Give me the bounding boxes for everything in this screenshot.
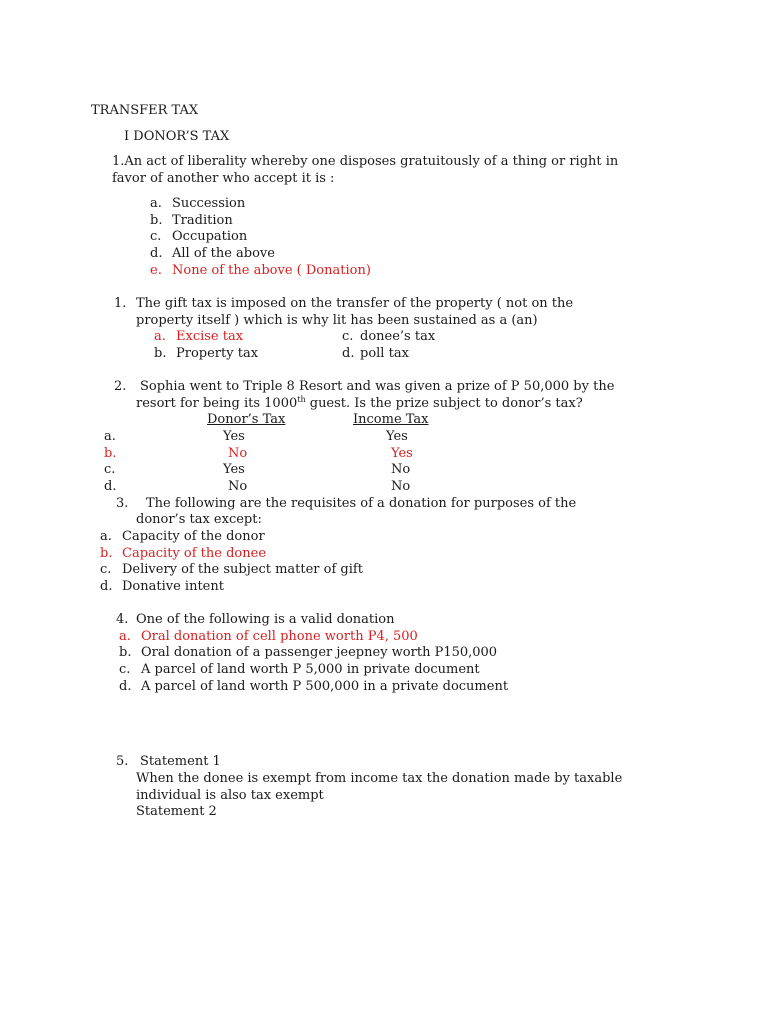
q3-row-b-letter: b.	[104, 446, 117, 461]
q3-row-d-income: No	[391, 479, 411, 494]
q5-option-c: c.	[119, 662, 131, 677]
q3-row-a-letter: a.	[104, 429, 116, 444]
q6-statement2-label: Statement 2	[136, 804, 217, 819]
q2-option-a: a.	[154, 329, 166, 344]
q1-option-c: c.	[150, 229, 162, 244]
q3-row-d-letter: d.	[104, 479, 117, 494]
q2-option-a-text: Excise tax	[176, 329, 244, 344]
q2-option-b: b.	[154, 346, 167, 361]
q4-stem-line1: The following are the requisites of a donation for purposes of the	[146, 496, 577, 511]
q4-option-a-text: Capacity of the donor	[122, 529, 265, 544]
q1-option-d-text: All of the above	[172, 246, 275, 261]
q3-col-donors-tax: Donor’s Tax	[207, 412, 286, 427]
q5-option-d-text: A parcel of land worth P 500,000 in a private document	[141, 679, 509, 694]
q1-option-c-text: Occupation	[172, 229, 248, 244]
ordinal-superscript: th	[297, 395, 306, 404]
q6-statement1-label: Statement 1	[140, 754, 221, 769]
q6-statement1-line2: individual is also tax exempt	[136, 788, 324, 803]
q1-option-e-text: None of the above ( Donation)	[172, 263, 371, 278]
q4-option-a: a.	[100, 529, 112, 544]
q3-stem-line2: resort for being its 1000th guest. Is the prize subject to donor’s tax?	[136, 395, 583, 411]
q1-option-a: a.	[150, 196, 162, 211]
section-heading: I DONOR’S TAX	[124, 129, 230, 144]
document-title: TRANSFER TAX	[91, 103, 199, 118]
q5-option-b: b.	[119, 645, 132, 660]
q1-stem-line2: favor of another who accept it is :	[112, 171, 335, 186]
q1-option-b-text: Tradition	[172, 213, 233, 228]
q4-number: 3.	[116, 496, 129, 511]
q6-statement1-line1: When the donee is exempt from income tax the donation made by taxable	[136, 771, 623, 786]
q5-option-a-text: Oral donation of cell phone worth P4, 500	[141, 629, 418, 644]
q5-stem: One of the following is a valid donation	[136, 612, 395, 627]
q1-option-a-text: Succession	[172, 196, 246, 211]
q2-option-d: d.	[342, 346, 355, 361]
q3-row-c-letter: c.	[104, 462, 116, 477]
q4-option-b-text: Capacity of the donee	[122, 546, 267, 561]
q1-stem-line1: 1.An act of liberality whereby one disposes gratuitously of a thing or right in	[112, 154, 619, 169]
q2-option-c-text: donee’s tax	[360, 329, 436, 344]
q2-stem-line1: The gift tax is imposed on the transfer of the property ( not on the	[136, 296, 574, 311]
q3-row-a-income: Yes	[386, 429, 408, 444]
q5-option-c-text: A parcel of land worth P 5,000 in private document	[141, 662, 480, 677]
q4-option-c-text: Delivery of the subject matter of gift	[122, 562, 363, 577]
q4-stem-line2: donor’s tax except:	[136, 512, 262, 527]
q4-option-d-text: Donative intent	[122, 579, 224, 594]
q2-option-b-text: Property tax	[176, 346, 259, 361]
q4-option-d: d.	[100, 579, 113, 594]
q3-row-b-donor: No	[228, 446, 248, 461]
q6-number: 5.	[116, 754, 129, 769]
q4-option-c: c.	[100, 562, 112, 577]
q3-row-a-donor: Yes	[223, 429, 245, 444]
q3-row-c-income: No	[391, 462, 411, 477]
q3-row-b-income: Yes	[391, 446, 413, 461]
q1-option-b: b.	[150, 213, 163, 228]
q2-option-c: c.	[342, 329, 354, 344]
q1-option-e: e.	[150, 263, 162, 278]
q3-stem-line1: Sophia went to Triple 8 Resort and was given a prize of P 50,000 by the	[140, 379, 615, 394]
q5-option-b-text: Oral donation of a passenger jeepney worth P150,000	[141, 645, 498, 660]
q3-col-income-tax: Income Tax	[353, 412, 429, 427]
q2-number: 1.	[114, 296, 127, 311]
q4-option-b: b.	[100, 546, 113, 561]
q3-number: 2.	[114, 379, 127, 394]
q2-stem-line2: property itself ) which is why lit has been sustained as a (an)	[136, 313, 538, 328]
q5-number: 4.	[116, 612, 129, 627]
q1-option-d: d.	[150, 246, 163, 261]
q2-option-d-text: poll tax	[360, 346, 409, 361]
q3-row-d-donor: No	[228, 479, 248, 494]
q3-row-c-donor: Yes	[223, 462, 245, 477]
q5-option-a: a.	[119, 629, 131, 644]
q5-option-d: d.	[119, 679, 132, 694]
